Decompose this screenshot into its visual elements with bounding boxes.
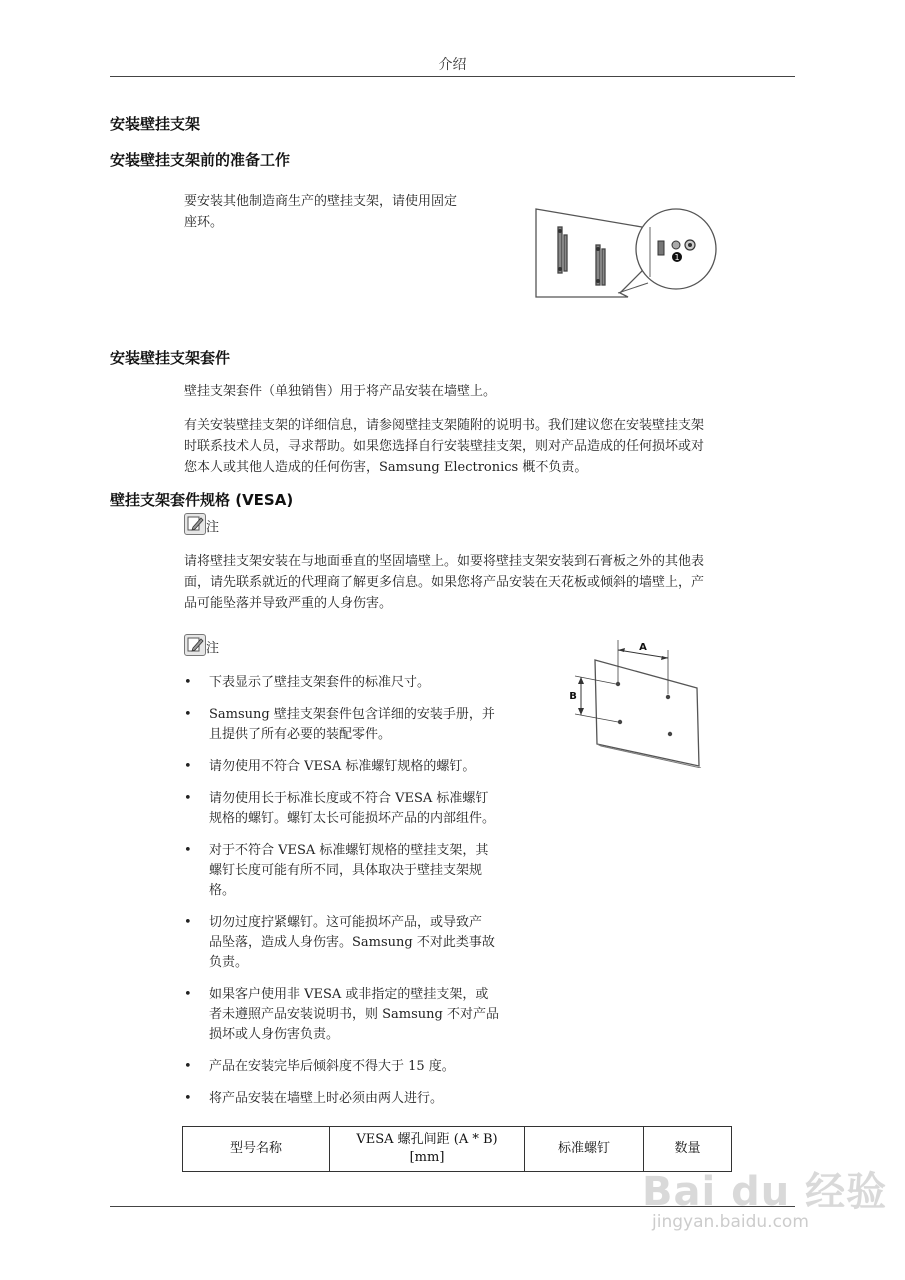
section-title-wall-mount: 安装壁挂支架: [110, 115, 201, 133]
preparation-text: 要安装其他制造商生产的壁挂支架，请使用固定 座环。: [184, 194, 458, 230]
column-header-vesa-spacing: VESA 螺孔间距 (A * B) [mm]: [330, 1127, 525, 1172]
note-1-text: 请将壁挂支架安装在与地面垂直的坚固墙壁上。如要将壁挂支架安装到石膏板之外的其他表 面，请先联系就近的代理商了解更多信息。如果您将产品安装在天花板或倾斜的墙壁上，产 品可能坠落并导致严重的人身伤害。: [184, 554, 705, 611]
dimension-label-b: B: [569, 691, 577, 702]
kit-details-text: 有关安装壁挂支架的详细信息，请参阅壁挂支架随附的说明书。我们建议您在安装壁挂支架 时联系技术人员，寻求帮助。如果您选择自行安装壁挂支架，则对产品造成的任何损坏或对 您本人或其他人造成的任何伤害，Samsung Electronics 概不负责。: [184, 418, 705, 475]
baidu-watermark-url: jingyan.baidu.com: [652, 1212, 809, 1232]
section-title-vesa-spec: 壁挂支架套件规格 (VESA): [110, 491, 294, 509]
list-item: • 对于不符合 VESA 标准螺钉规格的壁挂支架，其 螺钉长度可能有所不同，具体取决于壁挂支架规 格。: [184, 843, 489, 898]
note-label: 注: [206, 520, 220, 535]
list-item: • Samsung 壁挂支架套件包含详细的安装手册，并 且提供了所有必要的装配零件。: [184, 707, 495, 742]
kit-intro-text: 壁挂支架套件（单独销售）用于将产品安装在墙壁上。: [184, 384, 497, 399]
note-label: 注: [206, 641, 220, 656]
bracket-ring-illustration: [530, 205, 726, 325]
callout-number: 1: [674, 253, 680, 262]
list-item: • 请勿使用长于标准长度或不符合 VESA 标准螺钉 规格的螺钉。螺钉太长可能损坏产品的内部组件。: [184, 791, 496, 826]
note-pencil-icon: [184, 513, 206, 535]
vesa-notes-list: [184, 673, 534, 1121]
list-item: • 下表显示了壁挂支架套件的标准尺寸。: [184, 675, 431, 690]
column-header-quantity: 数量: [644, 1127, 732, 1172]
vesa-spacing-diagram: [565, 636, 735, 768]
section-title-preparation: 安装壁挂支架前的准备工作: [110, 151, 291, 169]
note-pencil-icon: [184, 634, 206, 656]
list-item: • 产品在安装完毕后倾斜度不得大于 15 度。: [184, 1059, 455, 1074]
list-item: • 请勿使用不符合 VESA 标准螺钉规格的螺钉。: [184, 759, 476, 774]
list-item: • 将产品安装在墙壁上时必须由两人进行。: [184, 1091, 444, 1106]
list-item: • 切勿过度拧紧螺钉。这可能损坏产品，或导致产 品坠落，造成人身伤害。Samsung 不对此类事故 负责。: [184, 915, 495, 970]
list-item: • 如果客户使用非 VESA 或非指定的壁挂支架，或 者未遵照产品安装说明书，则 Samsung 不对产品 损坏或人身伤害负责。: [184, 987, 499, 1042]
header-divider: [110, 76, 795, 77]
section-title-wall-mount-kit: 安装壁挂支架套件: [110, 349, 231, 367]
baidu-watermark-logo: Bai du 经验: [642, 1169, 888, 1215]
column-header-standard-screw: 标准螺钉: [525, 1127, 644, 1172]
dimension-label-a: A: [639, 642, 647, 653]
note-heading-1: [184, 513, 219, 535]
note-heading-2: [184, 634, 219, 656]
column-header-model: 型号名称: [183, 1127, 330, 1172]
page-header-title: 介绍: [438, 57, 467, 73]
